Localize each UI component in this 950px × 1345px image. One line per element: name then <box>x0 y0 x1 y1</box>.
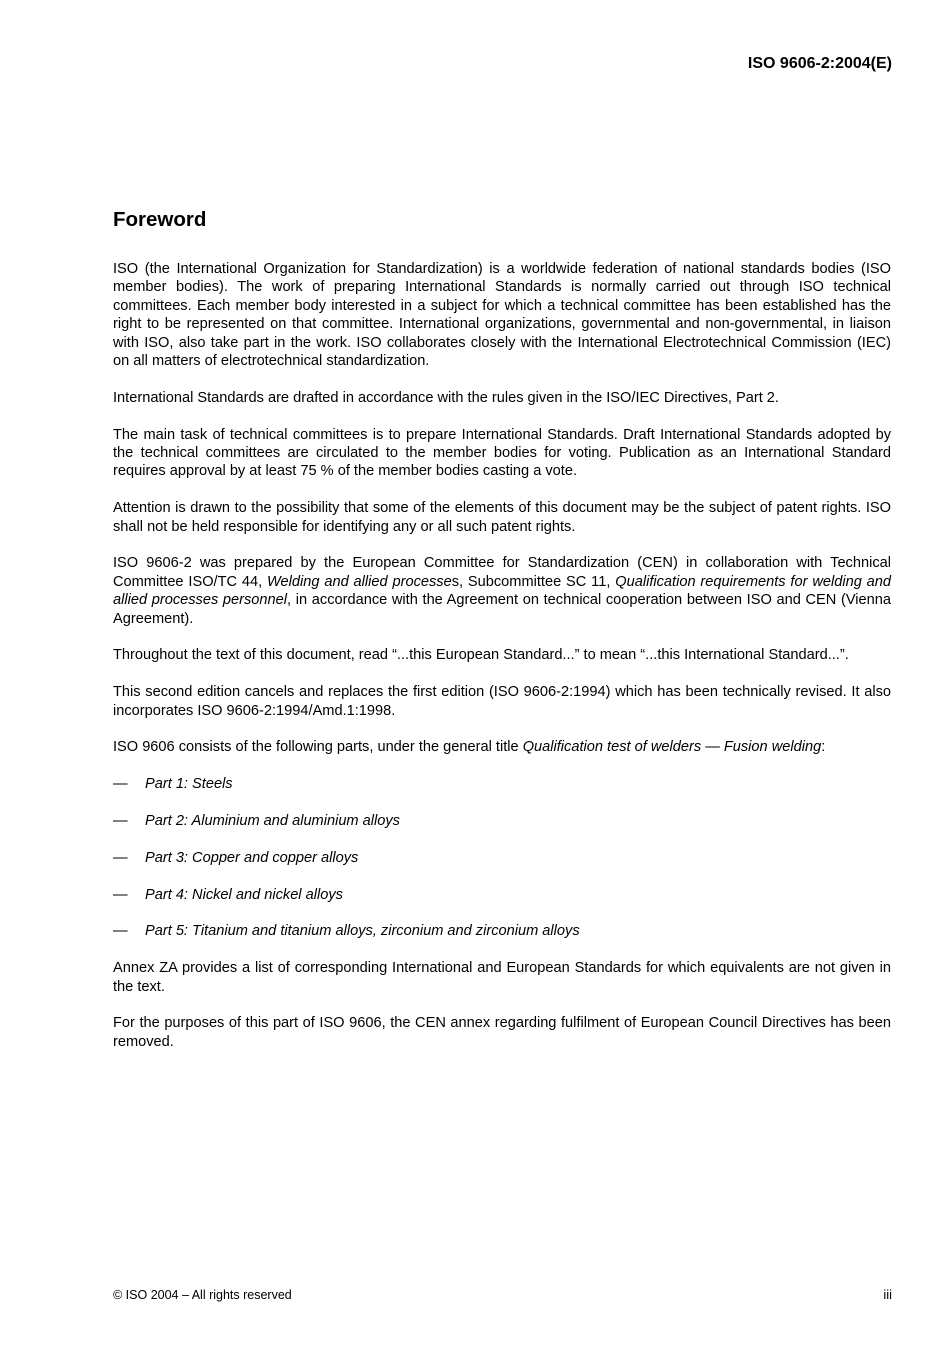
list-item <box>113 775 891 793</box>
preparation-tc-title: Welding and allied processe <box>267 573 452 590</box>
paragraph-edition: This second edition cancels and replaces the first edition (ISO 9606-2:1994) which has been technically revised. It also incorporates ISO 9606-2:1994/Amd.1:1998. <box>113 684 891 719</box>
copyright-footer: © ISO 2004 – All rights reserved <box>113 1288 292 1302</box>
list-item-text: Part 5: Titanium and titanium alloys, zirconium and zirconium alloys <box>145 923 580 940</box>
paragraph-reading-note: Throughout the text of this document, read “...this European Standard...” to mean “...this International Standard...”. <box>113 647 849 664</box>
page-title: Foreword <box>113 208 207 231</box>
list-item-text: Part 3: Copper and copper alloys <box>145 849 359 866</box>
list-item <box>113 886 891 904</box>
list-item <box>113 812 891 830</box>
paragraph-annex-za: Annex ZA provides a list of corresponding International and European Standards for which equivalents are not given in the text. <box>113 960 891 995</box>
general-title: Qualification test of welders — Fusion welding <box>522 739 822 756</box>
list-dash: — <box>113 923 128 940</box>
list-dash: — <box>113 813 128 830</box>
list-item <box>113 849 891 867</box>
list-dash: — <box>113 776 128 793</box>
paragraph-patent-rights: Attention is drawn to the possibility that some of the elements of this document may be the subject of patent rights. ISO shall not be held responsible for identifying any or all such patent rights. <box>113 500 891 535</box>
list-dash: — <box>113 849 128 866</box>
parts-intro-text: ISO 9606 consists of the following parts, under the general title <box>113 739 523 756</box>
preparation-sc-title: Qualification requirements for welding and allied processes personnel <box>113 573 892 609</box>
paragraph-cen-annex: For the purposes of this part of ISO 9606, the CEN annex regarding fulfilment of European Council Directives has been removed. <box>113 1015 891 1050</box>
page-number: iii <box>883 1287 892 1302</box>
document-id-header: ISO 9606-2:2004(E) <box>747 55 892 72</box>
list-item-text: Part 2: Aluminium and aluminium alloys <box>145 813 400 830</box>
list-item-text: Part 1: Steels <box>145 776 233 793</box>
preparation-text-e: , in accordance with the Agreement on technical cooperation between ISO and CEN (Vienna Agreement). <box>113 592 891 627</box>
preparation-text-c: s, Subcommittee SC 11, <box>451 573 616 590</box>
list-dash: — <box>113 886 128 903</box>
paragraph-directives: International Standards are drafted in accordance with the rules given in the ISO/IEC Directives, Part 2. <box>113 389 779 406</box>
list-item-text: Part 4: Nickel and nickel alloys <box>145 886 343 903</box>
paragraph-iso-intro: ISO (the International Organization for Standardization) is a worldwide federation of national standards bodies (ISO member bodies). The work of preparing International Standards is normally carried out through ISO technical committees. Each member body interested in a subject for which a technical committee has been established has the right to be represented on that committee. International organizations, governmental and non-governmental, in liaison with ISO, also take part in the work. ISO collaborates closely with the International Electrotechnical Commission (IEC) on all matters of electrotechnical standardization. <box>113 261 891 370</box>
paragraph-parts-intro <box>113 738 891 756</box>
paragraph-preparation <box>113 554 891 628</box>
preparation-text-a: ISO 9606-2 was prepared by the European Committee for Standardization (CEN) in collaboration with Technical Committee ISO/TC 44, <box>113 555 891 590</box>
parts-intro-colon: : <box>821 739 826 756</box>
foreword-body <box>113 260 891 1070</box>
list-item <box>113 922 891 940</box>
paragraph-technical-committees: The main task of technical committees is to prepare International Standards. Draft International Standards adopted by the technical committees are circulated to the member bodies for voting. Publication as an International Standard requires approval by at least 75 % of the member bodies casting a vote. <box>113 426 891 480</box>
